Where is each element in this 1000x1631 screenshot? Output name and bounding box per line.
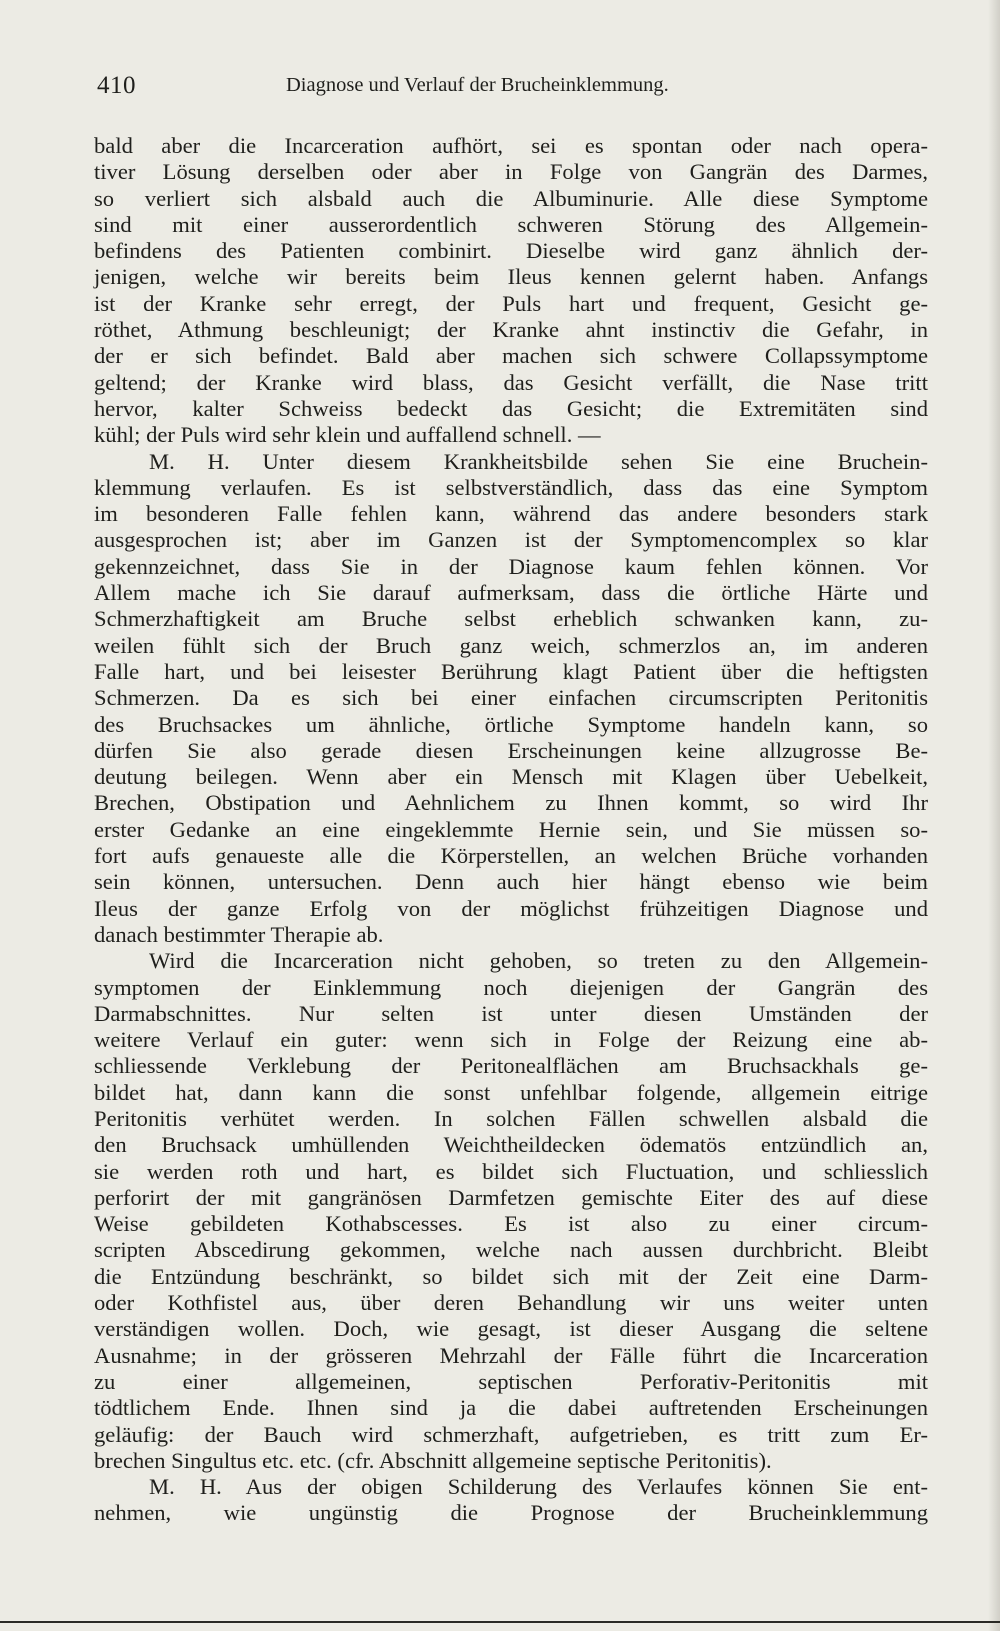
text-line: den Bruchsack umhüllenden Weichtheildecken ödematös entzündlich an, [94,1132,928,1158]
text-line: deutung beilegen. Wenn aber ein Mensch mit Klagen über Uebelkeit, [94,764,928,790]
text-line: oder Kothfistel aus, über deren Behandlung wir uns weiter unten [94,1290,928,1316]
text-line: perforirt der mit gangränösen Darmfetzen gemischte Eiter des auf diese [94,1184,928,1210]
text-line: tiver Lösung derselben oder aber in Folge von Gangrän des Darmes, [94,159,928,185]
text-line: die Entzündung beschränkt, so bildet sich mit der Zeit eine Darm- [94,1263,928,1289]
text-line: nehmen, wie ungünstig die Prognose der Brucheinklemmung [94,1500,928,1526]
text-line: Brechen, Obstipation und Aehnlichem zu Ihnen kommt, so wird Ihr [94,790,928,816]
text-line: verständigen wollen. Doch, wie gesagt, ist dieser Ausgang die seltene [94,1316,928,1342]
text-line: sind mit einer ausserordentlich schweren Störung des Allgemein- [94,211,928,237]
text-line: Schmerzhaftigkeit am Bruche selbst erheblich schwanken kann, zu- [94,606,928,632]
text-line: Ileus der ganze Erfolg von der möglichst frühzeitigen Diagnose und [94,895,928,921]
text-line: des Bruchsackes um ähnliche, örtliche Symptome handeln kann, so [94,711,928,737]
text-line: schliessende Verklebung der Peritonealflächen am Bruchsackhals ge- [94,1053,928,1079]
text-line: M. H. Aus der obigen Schilderung des Verlaufes können Sie ent- [149,1474,928,1500]
running-title: Diagnose und Verlauf der Brucheinklemmung. [286,74,669,96]
text-line: gekennzeichnet, dass Sie in der Diagnose kaum fehlen können. Vor [94,553,928,579]
text-line: hervor, kalter Schweiss bedeckt das Gesicht; die Extremitäten sind [94,395,928,421]
page-number: 410 [97,72,136,99]
text-line: erster Gedanke an eine eingeklemmte Hernie sein, und Sie müssen so- [94,816,928,842]
body-text [94,133,928,1527]
text-line: brechen Singultus etc. etc. (cfr. Abschnitt allgemeine septische Peritonitis). [94,1447,772,1473]
text-line: kühl; der Puls wird sehr klein und auffallend schnell. — [94,422,601,448]
text-line: Darmabschnittes. Nur selten ist unter diesen Umständen der [94,1000,928,1026]
text-line: bald aber die Incarceration aufhört, sei es spontan oder nach opera- [94,133,928,158]
text-line: befindens des Patienten combinirt. Dieselbe wird ganz ähnlich der- [94,238,928,264]
text-line: Ausnahme; in der grösseren Mehrzahl der Fälle führt die Incarceration [94,1342,928,1368]
text-line: geläufig: der Bauch wird schmerzhaft, aufgetrieben, es tritt zum Er- [94,1421,928,1447]
text-line: Peritonitis verhütet werden. In solchen Fällen schwellen alsbald die [94,1105,928,1131]
text-line: so verliert sich alsbald auch die Albuminurie. Alle diese Symptome [94,185,928,211]
text-line: zu einer allgemeinen, septischen Perforativ-Peritonitis mit [94,1368,928,1394]
text-line: symptomen der Einklemmung noch diejenigen der Gangrän des [94,974,928,1000]
text-line: im besonderen Falle fehlen kann, während das andere besonders stark [94,501,928,527]
text-line: sie werden roth und hart, es bildet sich Fluctuation, und schliesslich [94,1158,928,1184]
text-line: der er sich befindet. Bald aber machen sich schwere Collapssymptome [94,343,928,369]
text-line: röthet, Athmung beschleunigt; der Kranke ahnt instinctiv die Gefahr, in [94,317,928,343]
text-line: Weise gebildeten Kothabscesses. Es ist also zu einer circum- [94,1211,928,1237]
text-line: jenigen, welche wir bereits beim Ileus kennen gelernt haben. Anfangs [94,264,928,290]
text-line: scripten Abscedirung gekommen, welche nach aussen durchbricht. Bleibt [94,1237,928,1263]
text-line: sein können, untersuchen. Denn auch hier hängt ebenso wie beim [94,869,928,895]
text-line: weitere Verlauf ein guter: wenn sich in Folge der Reizung eine ab- [94,1027,928,1053]
text-line: bildet hat, dann kann die sonst unfehlbar folgende, allgemein eitrige [94,1079,928,1105]
text-line: dürfen Sie also gerade diesen Erscheinungen keine allzugrosse Be- [94,737,928,763]
text-line: Schmerzen. Da es sich bei einer einfachen circumscripten Peritonitis [94,685,928,711]
text-line: Allem mache ich Sie darauf aufmerksam, dass die örtliche Härte und [94,580,928,606]
text-line: M. H. Unter diesem Krankheitsbilde sehen Sie eine Bruchein- [149,448,928,474]
text-line: weilen fühlt sich der Bruch ganz weich, schmerzlos an, im anderen [94,632,928,658]
text-line: fort aufs genaueste alle die Körperstellen, an welchen Brüche vorhanden [94,843,928,869]
page-header [97,70,937,110]
text-line: klemmung verlaufen. Es ist selbstverständlich, dass das eine Symptom [94,474,928,500]
bottom-rule [0,1621,1000,1623]
page-edge-shadow [988,0,1000,1631]
text-line: Falle hart, und bei leisester Berührung klagt Patient über die heftigsten [94,658,928,684]
text-line: geltend; der Kranke wird blass, das Gesicht verfällt, die Nase tritt [94,369,928,395]
text-line: ausgesprochen ist; aber im Ganzen ist der Symptomencomplex so klar [94,527,928,553]
text-line: ist der Kranke sehr erregt, der Puls hart und frequent, Gesicht ge- [94,290,928,316]
text-line: danach bestimmter Therapie ab. [94,921,384,947]
text-line: Wird die Incarceration nicht gehoben, so treten zu den Allgemein- [149,948,928,974]
text-line: tödtlichem Ende. Ihnen sind ja die dabei auftretenden Erscheinungen [94,1395,928,1421]
